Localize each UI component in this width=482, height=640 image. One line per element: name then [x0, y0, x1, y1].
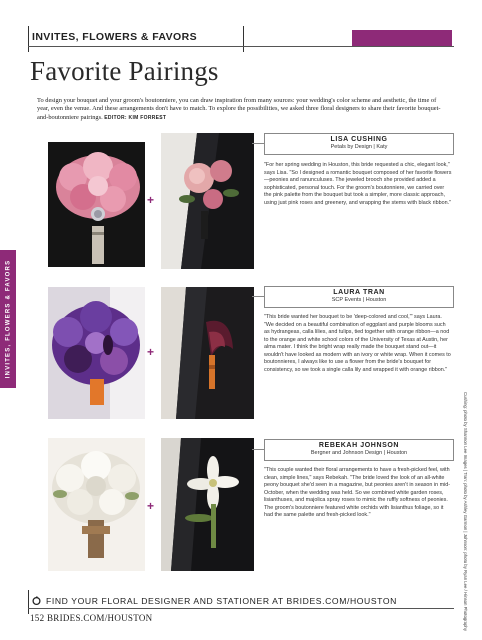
designer-quote: "This couple wanted their floral arrangements to have a fresh-picked feel, with clean, simple lines," says Rebekah. "The bride loved the look of an all-white peony bouquet she'd seen in a magazine, but peonies aren't in season in mid-October, when the wedding was held. So we combined white garden roses, lisianthuses, and majolica spray roses to mimic the ruffly softness of peonies. The groom's boutonniere featured white orchids with lisianthus foliage, so it had the same palette and fresh-picked look." [264, 467, 451, 518]
site-url: BRIDES.COM/HOUSTON [46, 613, 153, 623]
white-orchid-boutonniere-icon [161, 438, 254, 571]
designer-company: SCP Events | Houston [331, 297, 387, 303]
white-bouquet-photo [48, 438, 145, 571]
designer-quote: "This bride wanted her bouquet to be 'deep-colored and cool,'" says Laura. "We decided on a beautiful combination of eggplant and purple blooms such as hydrangeas, calla lilies, and tulips, tied together with orange ribbon—a nod to the orange and white school colors of the University of Texas at Austin, her alma mater. I think the bright wrap really made the bouquet stand out—it wouldn't have looked as modern with an ivory or white wrap. When it comes to boutonnieres, I always like to use a flower from the bride's bouquet for consistency, so we took a single calla lily and wrapped it with orange ribbon." [264, 314, 451, 373]
white-orchid-boutonniere-photo [161, 438, 254, 571]
designer-name: LISA CUSHING [330, 136, 388, 143]
plus-icon: + [147, 193, 155, 207]
footer-cta: FIND YOUR FLORAL DESIGNER AND STATIONER AT BRIDES.COM/HOUSTON [46, 596, 397, 606]
pink-rose-boutonniere-photo [161, 133, 254, 269]
header-tick-left [28, 26, 29, 52]
section-header: INVITES, FLOWERS & FAVORS [32, 31, 197, 43]
plus-icon: + [147, 345, 155, 359]
designer-box-1 [264, 133, 454, 155]
designer-box-3 [264, 439, 454, 461]
side-tab-label: INVITES, FLOWERS & FAVORS [5, 259, 11, 379]
header-color-bar [352, 30, 452, 46]
search-icon [32, 596, 42, 606]
pink-rose-boutonniere-icon [161, 133, 254, 269]
calla-lily-boutonniere-icon [161, 287, 254, 419]
white-rose-bouquet-icon [48, 438, 145, 571]
header-tick [243, 26, 244, 52]
photo-credits-wrap [458, 391, 472, 631]
intro-text: To design your bouquet and your groom's boutonniere, you can draw inspiration from many sources: your wedding's color scheme and aesthetic, the time of year, even the venue. And these arrangements don't have to match. To explore the possibilities, we asked three floral designers to share their favorite bouquet-and-boutonniere pairings. [37, 97, 441, 121]
header-rule [28, 46, 454, 47]
designer-name: LAURA TRAN [333, 289, 385, 296]
purple-bouquet-photo [48, 287, 145, 419]
calla-lily-boutonniere-photo [161, 287, 254, 419]
page-title: Favorite Pairings [30, 56, 219, 86]
side-tab-label-wrap [0, 250, 16, 388]
designer-company: Petals by Design | Katy [330, 144, 388, 150]
footer-rule [28, 608, 454, 609]
editor-credit: EDITOR: KIM FORREST [104, 114, 167, 121]
page-number: 152 [30, 613, 45, 623]
designer-box-2 [264, 286, 454, 308]
designer-quote: "For her spring wedding in Houston, this bride requested a chic, elegant look," says Lisa. "So I designed a romantic bouquet composed of her favorite flowers—peonies and ranunculuses. The jeweled brooch she provided added a sophisticated, personal touch. For the groom's boutonniere, we carried over the pink palette from the bouquet but took a simpler, more classic approach, using just pink roses and greenery, and wrapping the stems with black ribbon." [264, 162, 452, 206]
footer-tick [28, 590, 29, 614]
pink-peony-bouquet-photo [48, 142, 145, 267]
intro-paragraph [37, 97, 447, 122]
pink-peony-bouquet-icon [48, 142, 145, 267]
page-number-line [30, 613, 152, 623]
plus-icon: + [147, 499, 155, 513]
purple-hydrangea-bouquet-icon [48, 287, 145, 419]
photo-credits: Cushing: photo by Shannon Lee Images | Tran: photo by Ashley Garmon | Johnson: photo by Ryan Lee / Hinson Photography [462, 391, 468, 631]
designer-company: Bergner and Johnson Design | Houston [310, 450, 408, 456]
designer-name: REBEKAH JOHNSON [318, 442, 400, 449]
